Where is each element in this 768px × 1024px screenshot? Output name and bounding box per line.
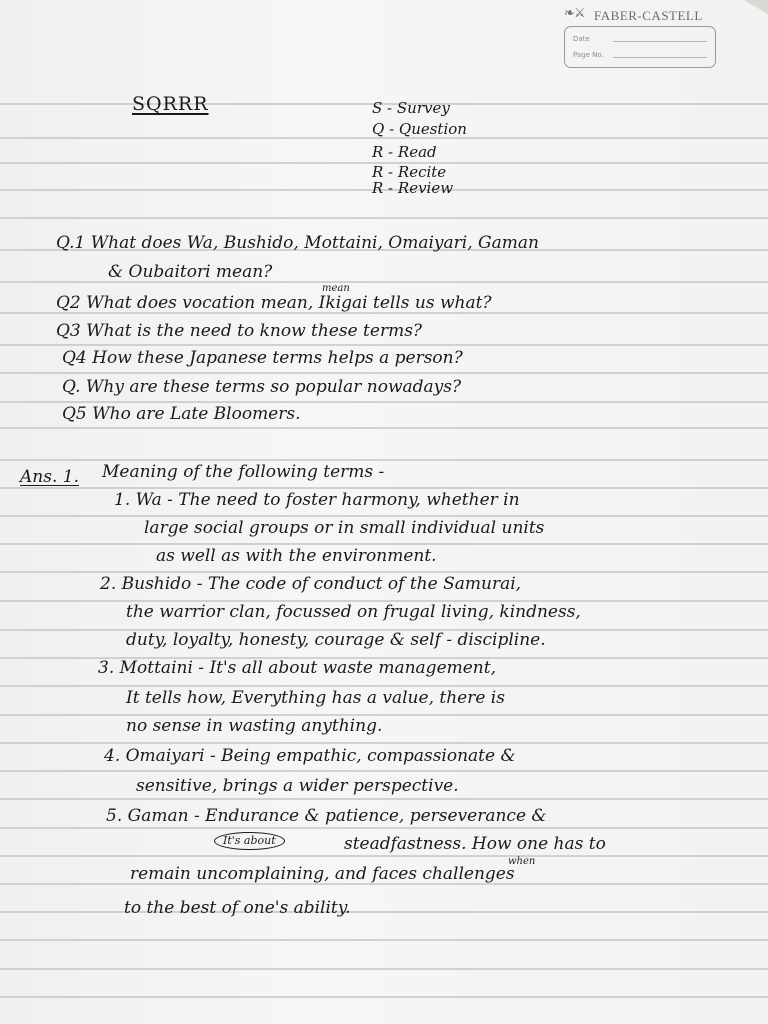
answer-label: Ans. 1. [20, 467, 79, 487]
answer-line: steadfastness. How one has to [344, 834, 606, 854]
answer-line: 2. Bushido - The code of conduct of the Samurai, [100, 574, 522, 594]
sqrrr-question: Q - Question [372, 120, 467, 138]
sqrrr-review: R - Review [372, 179, 454, 197]
brand-name: FABER-CASTELL [594, 8, 703, 23]
sqrrr-recite: R - Recite [372, 163, 447, 181]
page-title: SQRRR [132, 93, 209, 115]
question-3: Q3 What is the need to know these terms? [56, 321, 423, 341]
answer-line: no sense in wasting anything. [126, 716, 383, 736]
answer-line: 1. Wa - The need to foster harmony, whether in [114, 490, 520, 510]
question-2: Q2 What does vocation mean, Ikigai tells us what? [56, 293, 492, 313]
sqrrr-survey: S - Survey [372, 99, 450, 117]
question-1-cont: & Oubaitori mean? [108, 262, 273, 282]
date-page-box [564, 26, 716, 68]
answer-line: as well as with the environment. [156, 546, 437, 566]
answer-line: 3. Mottaini - It's all about waste management, [98, 658, 496, 678]
page-no-field [573, 51, 709, 59]
answer-line: the warrior clan, focussed on frugal living, kindness, [126, 602, 581, 622]
annotation-its-about: It's about [214, 832, 285, 850]
answer-line: to the best of one's ability. [124, 898, 351, 918]
answer-line: remain uncomplaining, and faces challenges [130, 864, 515, 884]
answer-line: duty, loyalty, honesty, courage & self - discipline. [126, 630, 546, 650]
answer-line: 5. Gaman - Endurance & patience, perseverance & [106, 806, 547, 826]
date-field [573, 35, 709, 43]
question-1: Q.1 What does Wa, Bushido, Mottaini, Omaiyari, Gaman [56, 233, 539, 253]
answer-line: large social groups or in small individual units [144, 518, 545, 538]
annotation-when: when [508, 856, 536, 867]
question-5: Q5 Who are Late Bloomers. [62, 404, 301, 424]
page-corner [744, 0, 768, 14]
question-4: Q4 How these Japanese terms helps a person? [62, 348, 463, 368]
question-extra: Q. Why are these terms so popular nowadays? [62, 377, 462, 397]
answer-line: sensitive, brings a wider perspective. [136, 776, 459, 796]
brand-logo-icon: ❧⚔ [564, 6, 585, 21]
answer-heading: Meaning of the following terms - [102, 462, 385, 482]
brand-header [560, 4, 720, 66]
date-label: Date [573, 35, 590, 43]
page-no-label: Page No. [573, 51, 604, 59]
sqrrr-read: R - Read [372, 143, 437, 161]
answer-line: It tells how, Everything has a value, there is [126, 688, 505, 708]
annotation-mean: mean [322, 283, 350, 294]
answer-line: 4. Omaiyari - Being empathic, compassionate & [104, 746, 516, 766]
